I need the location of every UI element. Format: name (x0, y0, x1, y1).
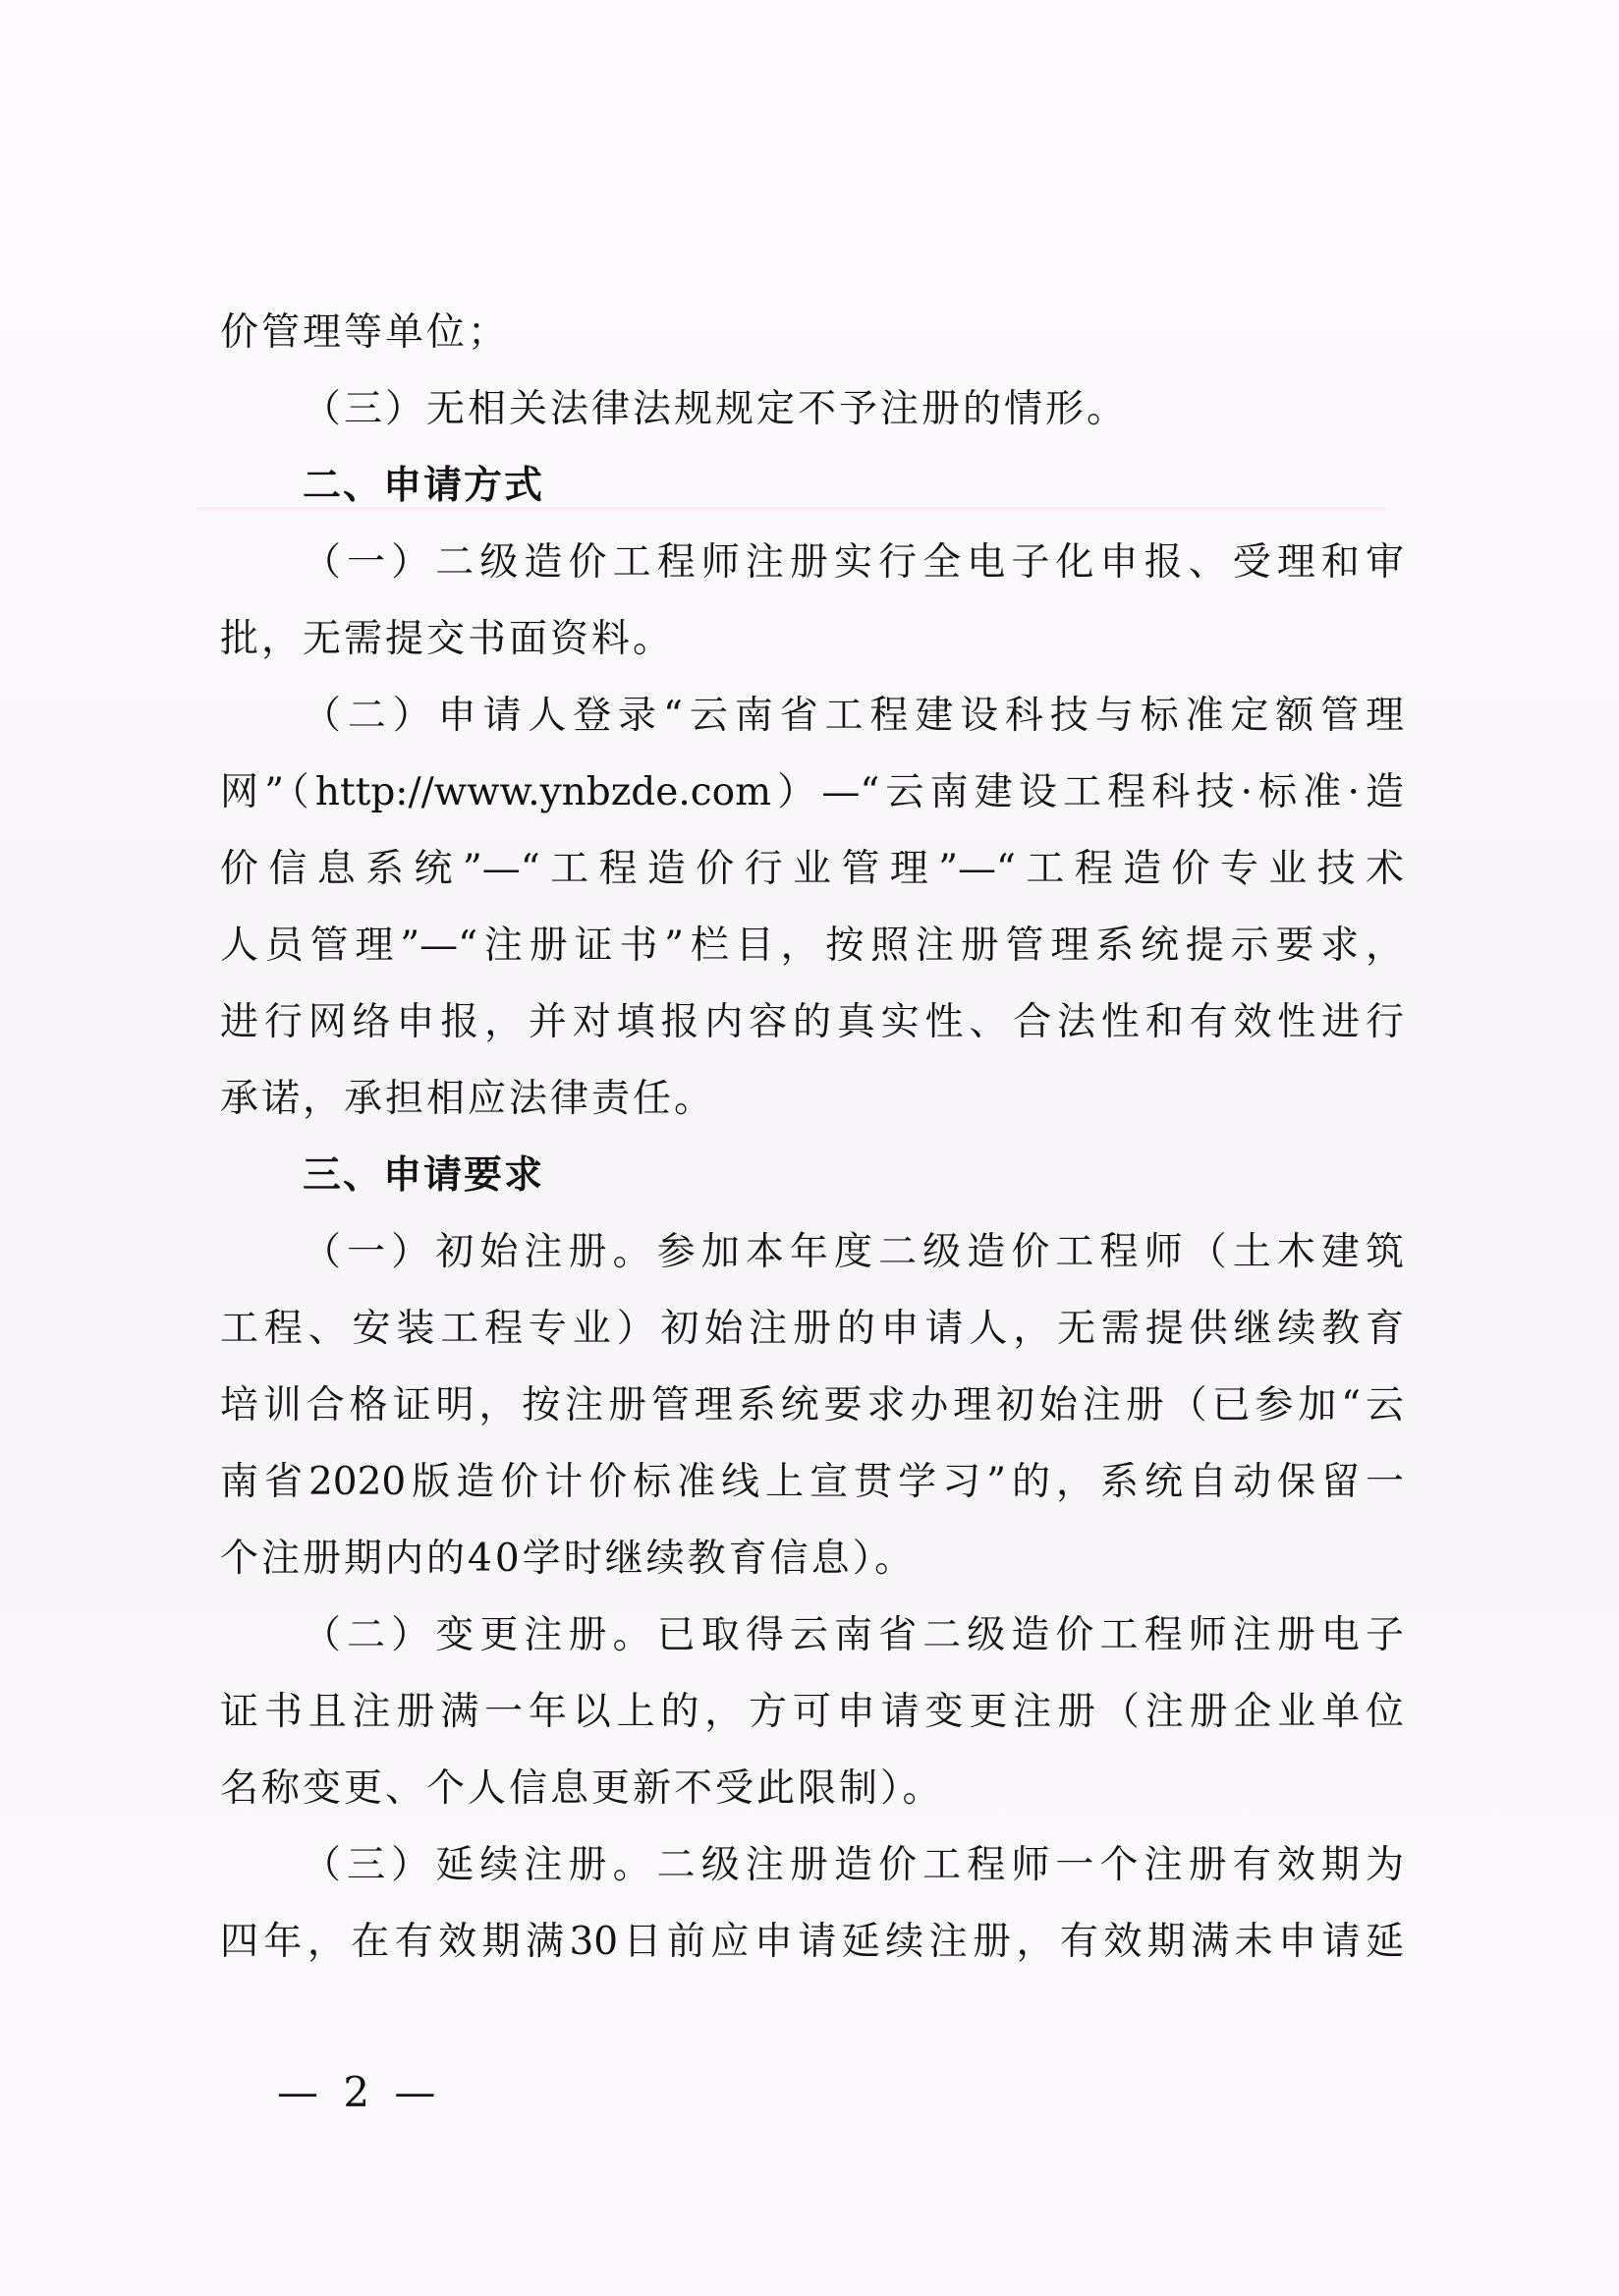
body-line: 批，无需提交书面资料。 (220, 617, 675, 661)
body-line: 承诺，承担相应法律责任。 (220, 1077, 716, 1121)
body-line: 南省2020版造价计价标准线上宣贯学习”的，系统自动保留一 (220, 1460, 1404, 1504)
document-body (220, 295, 1404, 1981)
section-heading: 二、申请方式 (303, 464, 545, 508)
body-line: 网”（http://www.ynbzde.com）—“云南建设工程科技·标准·造 (220, 770, 1404, 814)
body-line: 价信息系统”—“工程造价行业管理”—“工程造价专业技术 (220, 847, 1404, 891)
body-line: 四年，在有效期满30日前应申请延续注册，有效期满未申请延 (220, 1920, 1404, 1964)
body-line: 进行网络申报，并对填报内容的真实性、合法性和有效性进行 (220, 1000, 1404, 1044)
section-heading: 三、申请要求 (303, 1153, 545, 1198)
page-number: — 2 — (277, 2068, 442, 2116)
body-line: （二）申请人登录“云南省工程建设科技与标准定额管理 (303, 694, 1404, 738)
body-line: 工程、安装工程专业）初始注册的申请人，无需提供继续教育 (220, 1307, 1404, 1351)
body-line: 名称变更、个人信息更新不受此限制）。 (220, 1766, 944, 1811)
body-line: （一）初始注册。参加本年度二级造价工程师（土木建筑 (303, 1230, 1404, 1274)
body-line: 证书且注册满一年以上的，方可申请变更注册（注册企业单位 (220, 1690, 1404, 1734)
body-line: （二）变更注册。已取得云南省二级造价工程师注册电子 (303, 1613, 1404, 1657)
body-line: 个注册期内的40学时继续教育信息）。 (220, 1537, 917, 1581)
body-line: 培训合格证明，按注册管理系统要求办理初始注册（已参加“云 (220, 1383, 1404, 1428)
body-line: 价管理等单位； (220, 310, 510, 355)
body-line: （一）二级造价工程师注册实行全电子化申报、受理和审 (303, 540, 1404, 585)
body-line: 人员管理”—“注册证书”栏目，按照注册管理系统提示要求， (220, 924, 1404, 968)
body-line: （三）延续注册。二级注册造价工程师一个注册有效期为 (303, 1843, 1404, 1887)
body-line: （三）无相关法律法规规定不予注册的情形。 (303, 387, 1129, 431)
